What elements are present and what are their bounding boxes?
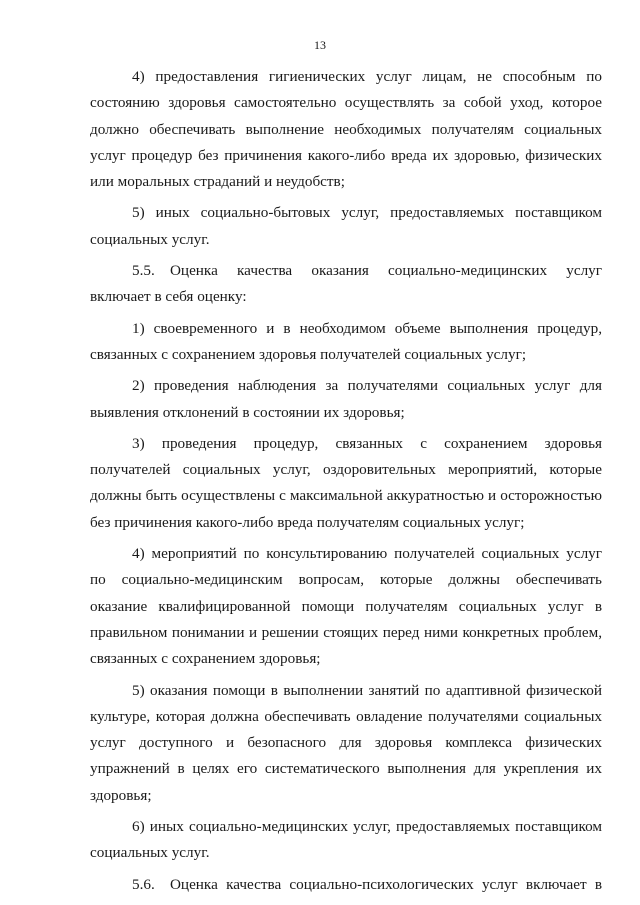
document-body xyxy=(90,64,602,898)
paragraph-health-procedures: 3) проведения процедур, связанных с сохранением здоровья получателей социальных услуг, оздоровительных мероприятий, которые должны быть осуществлены с максимальной аккуратностью и осторожностью без причинения какого-либо вреда получателям социальных услуг; xyxy=(90,434,602,531)
paragraph-adaptive-physical-culture: 5) оказания помощи в выполнении занятий по адаптивной физической культуре, которая должна обеспечивать овладение получателями социальных услуг доступного и безопасного для здоровья комплекса физических упражнений в целях его систематического выполнения для укрепления их здоровья; xyxy=(90,681,602,804)
paragraph-health-monitoring: 2) проведения наблюдения за получателями социальных услуг для выявления отклонений в состоянии их здоровья; xyxy=(90,377,602,421)
paragraph-other-household-services: 5) иных социально-бытовых услуг, предоставляемых поставщиком социальных услуг. xyxy=(90,204,602,248)
paragraph-5-6-psychological-quality: 5.6. Оценка качества социально-психологических услуг включает в xyxy=(132,875,602,893)
paragraph-timely-procedures: 1) своевременного и в необходимом объеме выполнения процедур, связанных с сохранением здоровья получателей социальных услуг; xyxy=(90,319,602,363)
paragraph-hygienic-services: 4) предоставления гигиенических услуг лицам, не способным по состоянию здоровья самостоятельно осуществлять за собой уход, которое должно обеспечивать выполнение необходимых получателям социальных услуг процедур без причинения какого-либо вреда их здоровью, физических или моральных страданий и неудобств; xyxy=(90,68,602,191)
paragraph-5-5-medical-quality: 5.5. Оценка качества оказания социально-медицинских услуг включает в себя оценку: xyxy=(90,262,602,306)
page-number: 13 xyxy=(314,38,326,52)
paragraph-other-medical-services: 6) иных социально-медицинских услуг, предоставляемых поставщиком социальных услуг. xyxy=(90,818,602,862)
paragraph-consulting: 4) мероприятий по консультированию получателей социальных услуг по социально-медицинским вопросам, которые должны обеспечивать оказание квалифицированной помощи получателям социальных услуг в правильном понимании и решении стоящих перед ними конкретных проблем, связанных с сохранением здоровья; xyxy=(90,545,602,668)
